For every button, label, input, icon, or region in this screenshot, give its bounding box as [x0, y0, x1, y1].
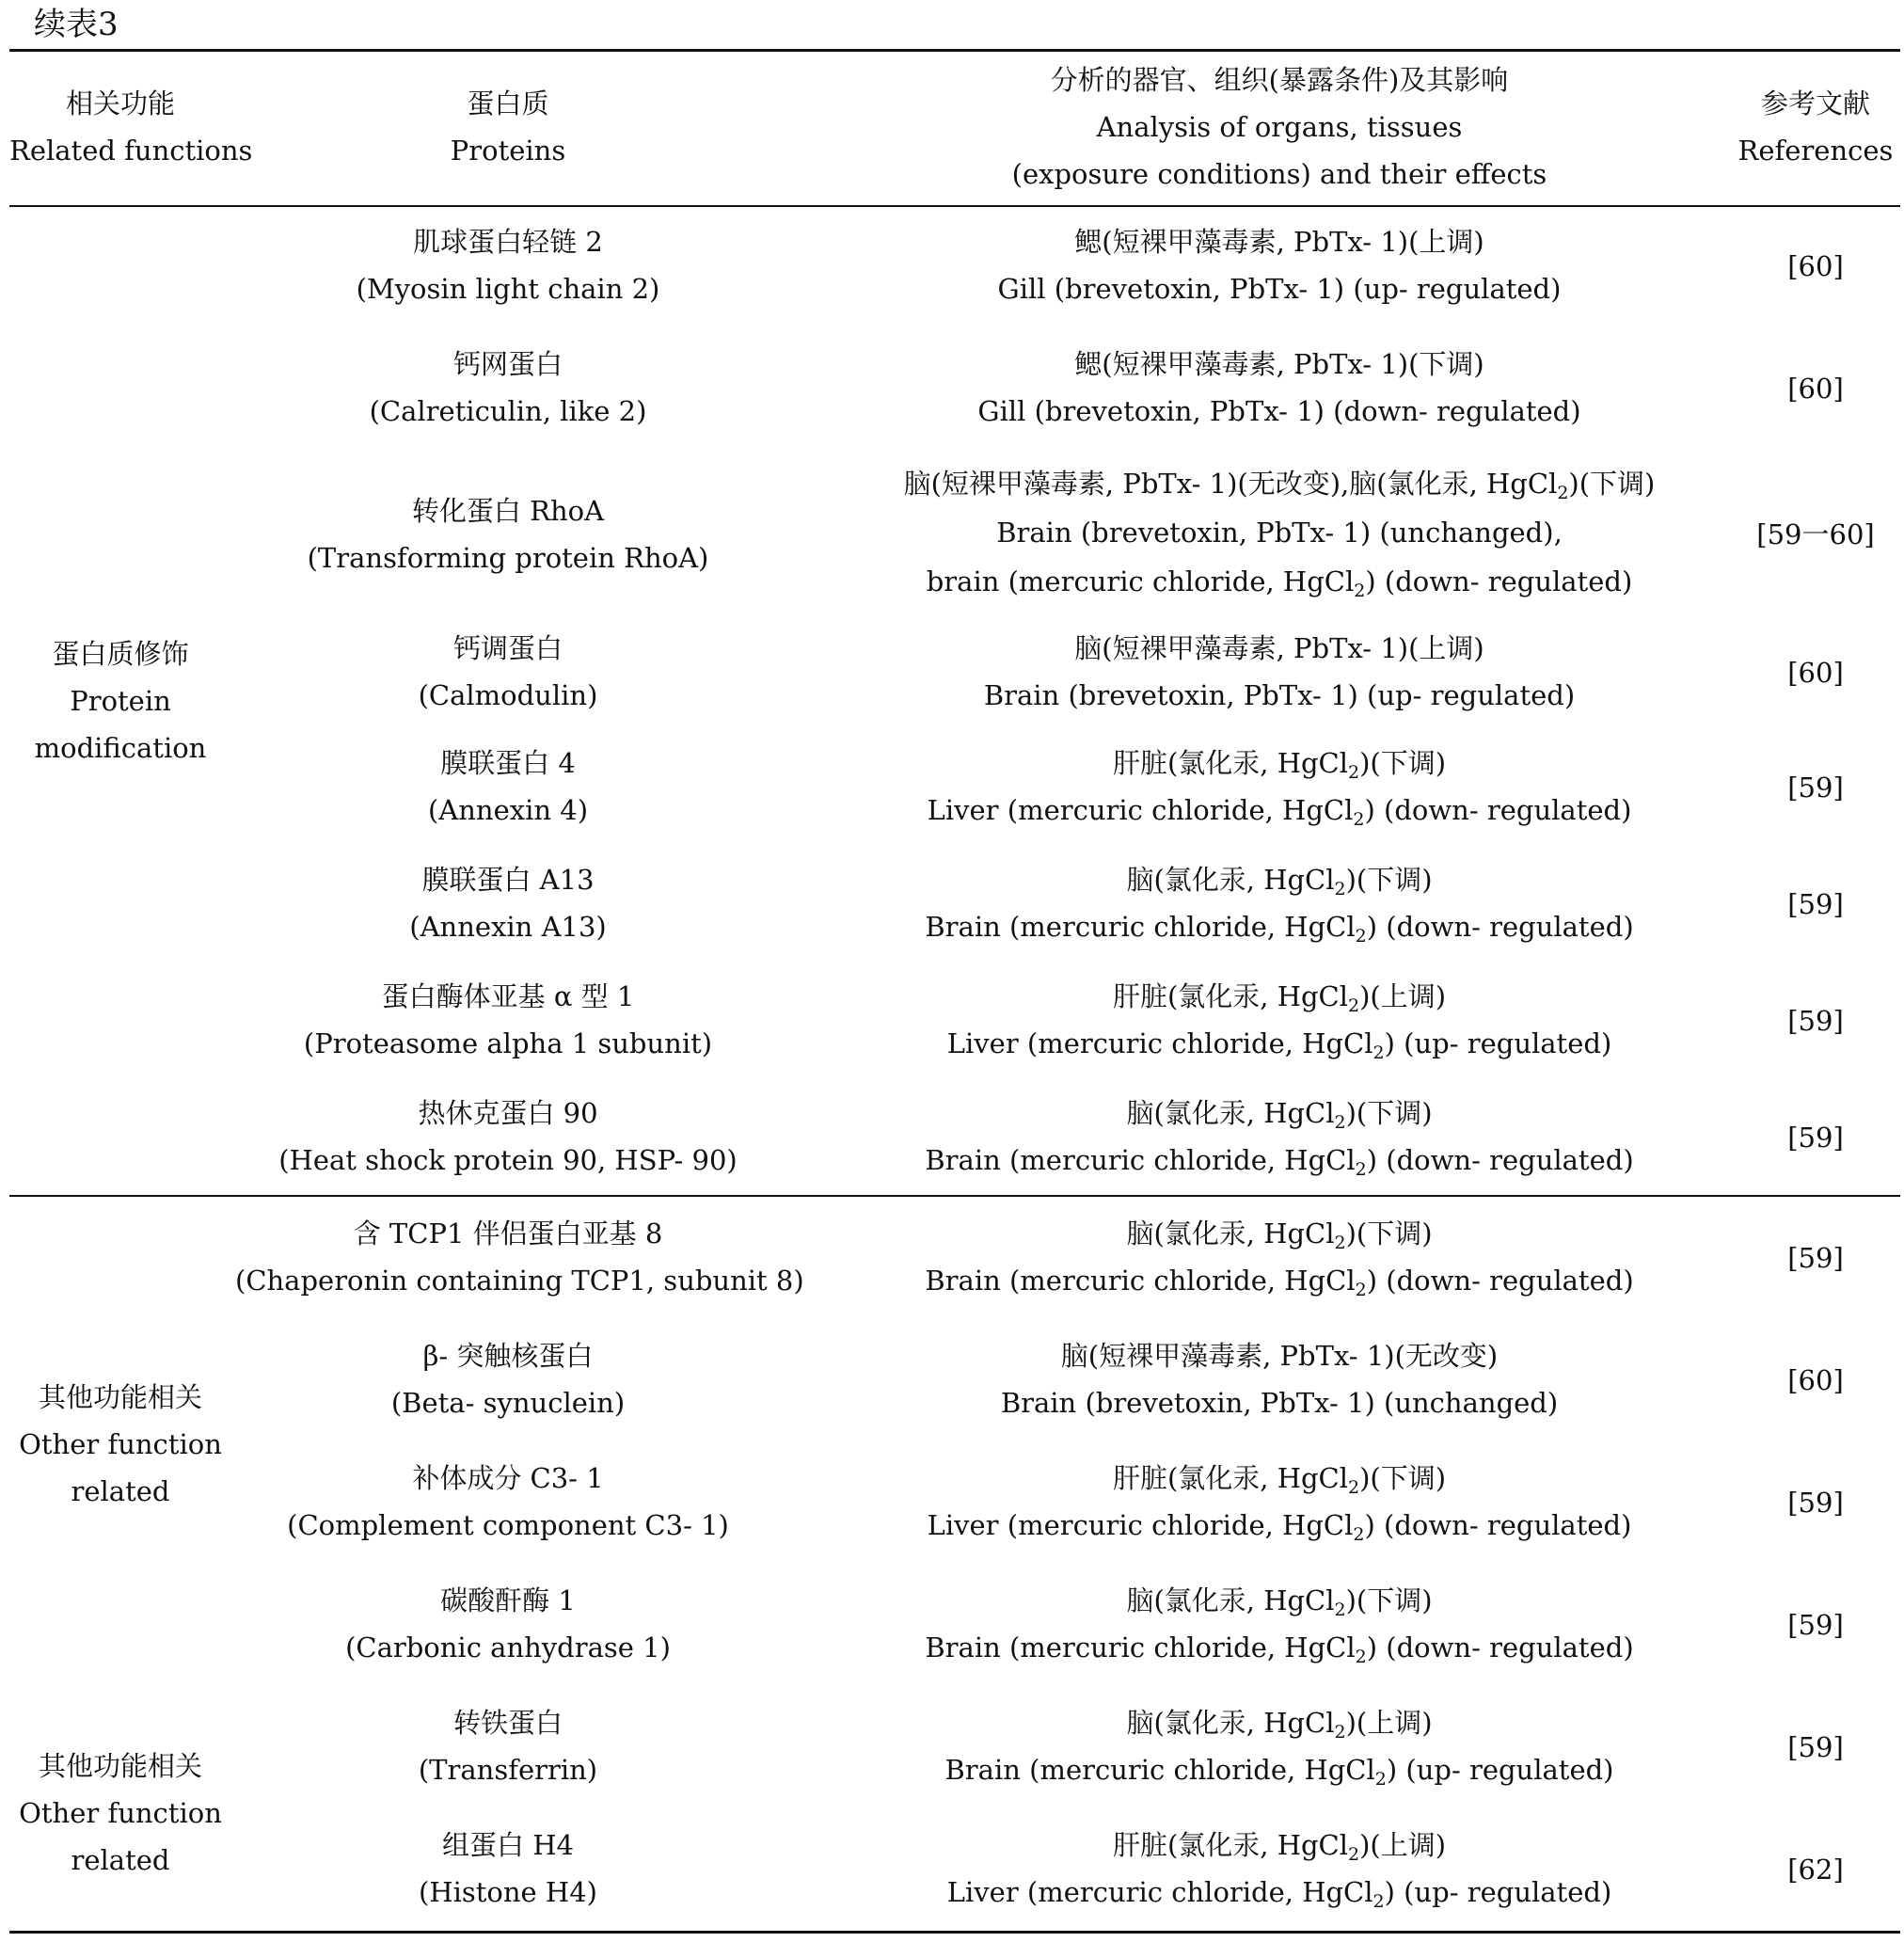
effect-cell [809, 1455, 1750, 1549]
group-label [9, 1374, 231, 1515]
effect-en: Liver (mercuric chloride, HgCl$_2$) (down- regulated) [927, 794, 1632, 830]
group-label-en: modification [34, 732, 207, 764]
reference-cell: [59] [1787, 1609, 1844, 1641]
effect-zh: 脑(氯化汞, HgCl$_2$)(下调) [1126, 1584, 1433, 1620]
reference-cell: [59] [1787, 1487, 1844, 1519]
effect-cell [809, 1332, 1750, 1426]
protein-zh: 钙调蛋白 [452, 632, 563, 664]
effect-en: Brain (mercuric chloride, HgCl$_2$) (down- regulated) [925, 1265, 1634, 1300]
protein-cell [235, 1332, 781, 1426]
effect-en: Brain (mercuric chloride, HgCl$_2$) (down- regulated) [925, 1632, 1634, 1667]
effect-cell [809, 218, 1750, 312]
header-protein-en: Proteins [450, 135, 566, 167]
effect-en: Brain (brevetoxin, PbTx- 1) (unchanged) [1000, 1387, 1559, 1419]
protein-cell [235, 1699, 781, 1793]
effect-en: Gill (brevetoxin, PbTx- 1) (up- regulated) [997, 273, 1562, 305]
group-label-zh: 其他功能相关 [38, 1750, 202, 1782]
group-label-en: Protein [70, 685, 171, 717]
protein-zh: 含 TCP1 伴侣蛋白亚基 8 [353, 1218, 663, 1250]
protein-en: (Calreticulin, like 2) [369, 395, 647, 427]
effect-cell [809, 1090, 1750, 1184]
bottom-rule [9, 1931, 1900, 1934]
reference-cell: [60] [1787, 250, 1844, 282]
effect-en: Brain (brevetoxin, PbTx- 1) (unchanged), [996, 517, 1563, 549]
protein-zh: 膜联蛋白 A13 [421, 864, 595, 896]
effect-zh: 脑(氯化汞, HgCl$_2$)(下调) [1126, 1097, 1433, 1133]
group-label [9, 630, 231, 772]
reference-cell: [60] [1787, 373, 1844, 405]
effect-zh: 脑(氯化汞, HgCl$_2$)(上调) [1126, 1707, 1433, 1743]
group-divider-rule [9, 1195, 1900, 1197]
protein-zh: 钙网蛋白 [452, 348, 563, 380]
effect-cell [809, 459, 1750, 606]
effect-zh: 肝脏(氯化汞, HgCl$_2$)(上调) [1112, 1829, 1447, 1865]
header-protein [235, 80, 781, 174]
reference-cell: [59] [1787, 1731, 1844, 1763]
effect-zh: 肝脏(氯化汞, HgCl$_2$)(上调) [1112, 980, 1447, 1016]
protein-zh: 转化蛋白 RhoA [411, 495, 605, 527]
header-reference-zh: 参考文献 [1760, 88, 1870, 119]
reference-cell: [62] [1787, 1854, 1844, 1886]
reference-cell: [60] [1787, 1364, 1844, 1396]
protein-en: (Annexin 4) [427, 794, 589, 826]
protein-zh: 肌球蛋白轻链 2 [413, 226, 603, 258]
protein-en: (Calmodulin) [418, 679, 598, 711]
header-reference-en: References [1737, 135, 1894, 167]
effect-cell [809, 1699, 1750, 1793]
group-label-en: related [71, 1844, 170, 1876]
group-label-zh: 蛋白质修饰 [52, 638, 189, 670]
effect-en: Gill (brevetoxin, PbTx- 1) (down- regulated) [977, 395, 1581, 427]
header-protein-zh: 蛋白质 [467, 88, 549, 119]
effect-zh: 鳃(短裸甲藻毒素, PbTx- 1)(上调) [1074, 226, 1484, 258]
protein-zh: 组蛋白 H4 [442, 1829, 574, 1861]
protein-cell [235, 1577, 781, 1671]
effect-zh: 鳃(短裸甲藻毒素, PbTx- 1)(下调) [1074, 348, 1484, 380]
group-label-zh: 其他功能相关 [38, 1381, 202, 1413]
protein-zh: 补体成分 C3- 1 [412, 1462, 604, 1494]
reference-cell: [59] [1787, 1122, 1844, 1154]
effect-zh: 肝脏(氯化汞, HgCl$_2$)(下调) [1112, 747, 1447, 783]
header-effect-en-1: Analysis of organs, tissues [1096, 111, 1463, 143]
group-label-en: related [71, 1475, 170, 1507]
effect-cell [809, 625, 1750, 719]
reference-cell: [59] [1787, 888, 1844, 920]
header-effect-en-2: (exposure conditions) and their effects [1011, 158, 1547, 190]
effect-zh: 脑(氯化汞, HgCl$_2$)(下调) [1126, 1218, 1433, 1253]
effect-en: Liver (mercuric chloride, HgCl$_2$) (up- regulated) [946, 1027, 1612, 1063]
reference-cell: [59] [1787, 1005, 1844, 1037]
effect-cell [809, 856, 1750, 950]
effect-cell [809, 1577, 1750, 1671]
protein-cell [235, 1210, 804, 1304]
protein-zh: 热休克蛋白 90 [418, 1097, 598, 1129]
header-effect [809, 56, 1750, 198]
protein-en: (Myosin light chain 2) [356, 273, 660, 305]
protein-zh: 碳酸酐酶 1 [440, 1584, 576, 1616]
effect-cell [809, 341, 1750, 435]
header-function-en: Related functions [9, 135, 253, 167]
group-label-en: Other function [19, 1797, 222, 1829]
reference-cell: [60] [1787, 657, 1844, 689]
effect-en: Brain (mercuric chloride, HgCl$_2$) (down- regulated) [925, 911, 1634, 947]
protein-cell [235, 1090, 781, 1184]
protein-cell [235, 856, 781, 950]
protein-en: (Heat shock protein 90, HSP- 90) [278, 1144, 738, 1176]
protein-en: (Annexin A13) [409, 911, 607, 943]
effect-cell [809, 973, 1750, 1067]
effect-zh: 脑(短裸甲藻毒素, PbTx- 1)(无改变),脑(氯化汞, HgCl$_2$)(下调) [903, 468, 1656, 503]
group-label-en: Other function [19, 1428, 222, 1460]
protein-en: (Transforming protein RhoA) [307, 542, 709, 574]
effect-zh: 脑(短裸甲藻毒素, PbTx- 1)(无改变) [1060, 1340, 1499, 1372]
protein-zh: 蛋白酶体亚基 α 型 1 [381, 980, 635, 1012]
effect-en: brain (mercuric chloride, HgCl$_2$) (down- regulated) [926, 565, 1633, 601]
protein-cell [235, 625, 781, 719]
header-function-zh: 相关功能 [65, 88, 175, 119]
protein-en: (Carbonic anhydrase 1) [345, 1632, 671, 1663]
effect-zh: 肝脏(氯化汞, HgCl$_2$)(下调) [1112, 1462, 1447, 1498]
effect-cell [809, 1210, 1750, 1304]
effect-en: Brain (mercuric chloride, HgCl$_2$) (up- regulated) [944, 1754, 1614, 1790]
effect-en: Brain (mercuric chloride, HgCl$_2$) (down- regulated) [925, 1144, 1634, 1180]
protein-en: (Beta- synuclein) [390, 1387, 626, 1419]
protein-zh: 膜联蛋白 4 [440, 747, 576, 779]
protein-en: (Proteasome alpha 1 subunit) [303, 1027, 713, 1059]
reference-cell: [59一60] [1756, 518, 1875, 550]
effect-cell [809, 740, 1750, 834]
effect-en: Liver (mercuric chloride, HgCl$_2$) (down- regulated) [927, 1509, 1632, 1545]
header-function [9, 80, 253, 174]
group-label [9, 1743, 231, 1884]
protein-zh: β- 突触核蛋白 [422, 1340, 594, 1372]
top-rule [9, 49, 1900, 52]
reference-cell: [59] [1787, 1242, 1844, 1274]
effect-en: Liver (mercuric chloride, HgCl$_2$) (up- regulated) [946, 1876, 1612, 1912]
effect-zh: 脑(短裸甲藻毒素, PbTx- 1)(上调) [1074, 632, 1484, 664]
protein-cell [235, 973, 781, 1067]
protein-cell [235, 218, 781, 312]
protein-cell [235, 740, 781, 834]
protein-zh: 转铁蛋白 [452, 1707, 563, 1739]
header-reference [1722, 80, 1904, 174]
table-caption: 续表3 [34, 6, 119, 43]
effect-zh: 脑(氯化汞, HgCl$_2$)(下调) [1126, 864, 1433, 899]
protein-cell [235, 487, 781, 581]
protein-cell [235, 1822, 781, 1916]
protein-en: (Histone H4) [419, 1876, 597, 1908]
protein-en: (Complement component C3- 1) [287, 1509, 729, 1541]
reference-cell: [59] [1787, 772, 1844, 804]
protein-en: (Chaperonin containing TCP1, subunit 8) [235, 1265, 804, 1297]
effect-en: Brain (brevetoxin, PbTx- 1) (up- regulated) [983, 679, 1576, 711]
protein-en: (Transferrin) [418, 1754, 598, 1786]
header-effect-zh: 分析的器官、组织(暴露条件)及其影响 [1050, 64, 1509, 96]
protein-cell [235, 341, 781, 435]
protein-cell [235, 1455, 781, 1549]
effect-cell [809, 1822, 1750, 1916]
header-rule [9, 205, 1900, 207]
